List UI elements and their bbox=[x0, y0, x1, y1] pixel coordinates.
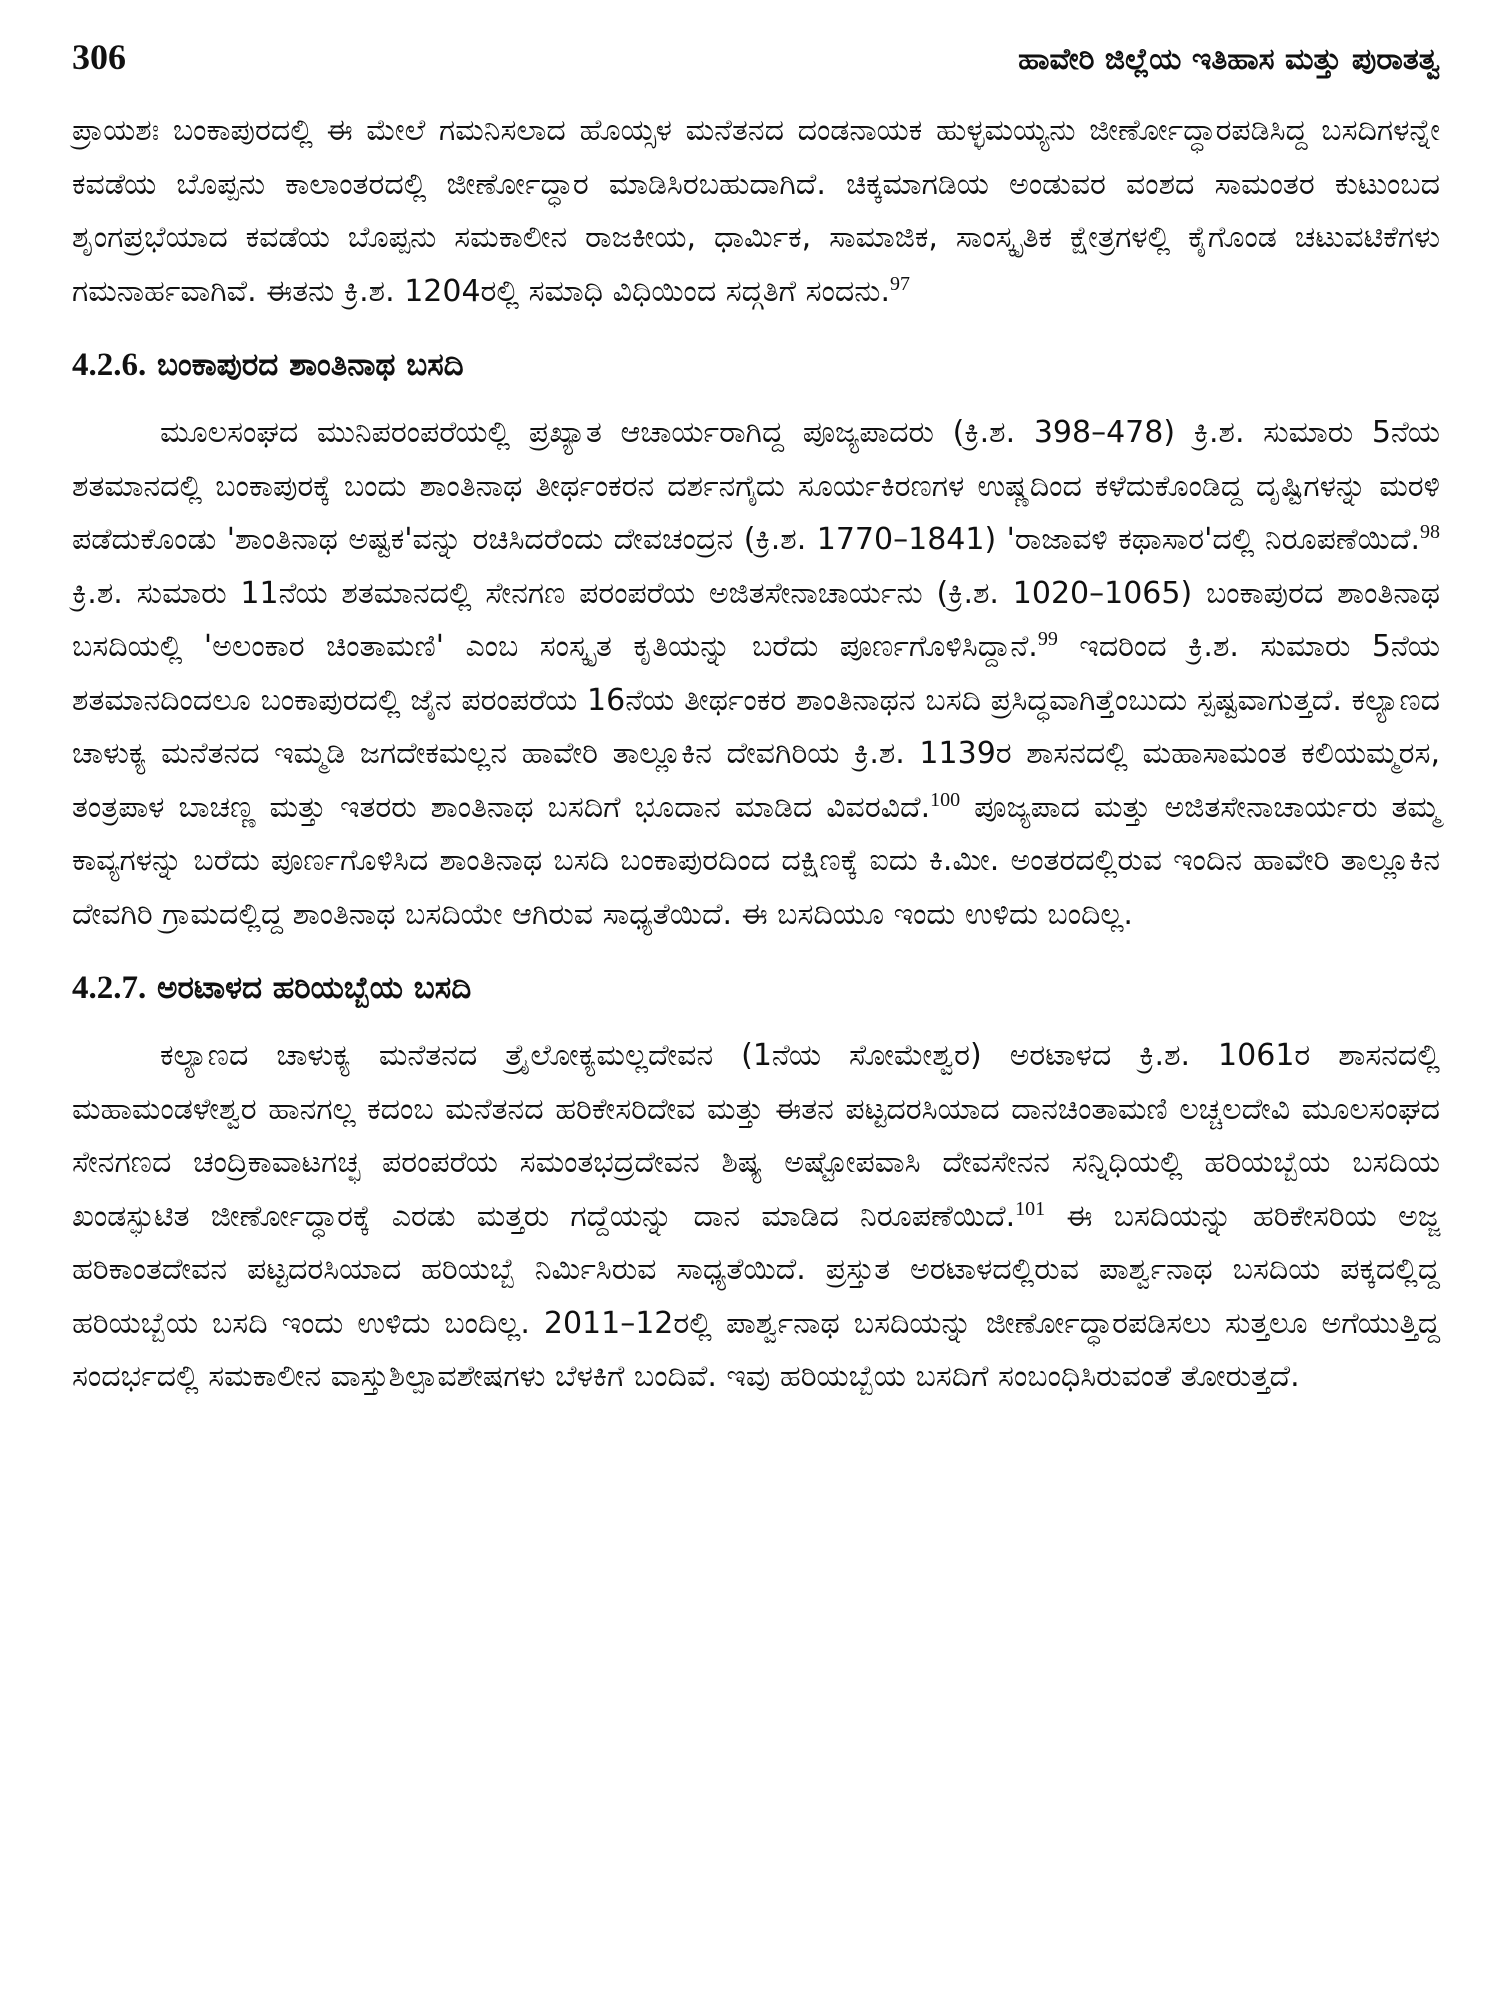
paragraph-text: ಕಲ್ಯಾಣದ ಚಾಳುಕ್ಯ ಮನೆತನದ ತ್ರೈಲೋಕ್ಯಮಲ್ಲದೇವನ (1ನೆಯ ಸೋಮೇಶ್ವರ) ಅರಟಾಳದ ಕ್ರಿ.ಶ. 1061ರ ಶಾಸನದಲ್ಲಿ ಮಹಾಮಂಡಳೇಶ್ವರ ಹಾನಗಲ್ಲ ಕದಂಬ ಮನೆತನದ ಹರಿಕೇಸರಿದೇವ ಮತ್ತು ಈತನ ಪಟ್ಟದರಸಿಯಾದ ದಾನಚಿಂತಾಮಣಿ ಲಚ್ಚಲದೇವಿ ಮೂಲಸಂಘದ ಸೇನಗಣದ ಚಂದ್ರಿಕಾವಾಟಗಚ್ಛ ಪರಂಪರೆಯ ಸಮಂತಭದ್ರದೇವನ ಶಿಷ್ಯ ಅಷ್ಟೋಪವಾಸಿ ದೇವಸೇನನ ಸನ್ನಿಧಿಯಲ್ಲಿ ಹರಿಯಬ್ಬೆಯ ಬಸದಿಯ ಖಂಡಸ್ಫುಟಿತ ಜೀರ್ಣೋದ್ಧಾರಕ್ಕೆ ಎರಡು ಮತ್ತರು ಗದ್ದೆಯನ್ನು ದಾನ ಮಾಡಿದ ನಿರೂಪಣೆಯಿದೆ. bbox=[72, 1038, 1440, 1234]
intro-text: ಪ್ರಾಯಶಃ ಬಂಕಾಪುರದಲ್ಲಿ ಈ ಮೇಲೆ ಗಮನಿಸಲಾದ ಹೊಯ್ಸಳ ಮನೆತನದ ದಂಡನಾಯಕ ಹುಳ್ಳಮಯ್ಯನು ಜೀರ್ಣೋದ್ಧಾರಪಡಿಸಿದ್ದ ಬಸದಿಗಳನ್ನೇ ಕವಡೆಯ ಬೊಪ್ಪನು ಕಾಲಾಂತರದಲ್ಲಿ ಜೀರ್ಣೋದ್ಧಾರ ಮಾಡಿಸಿರಬಹುದಾಗಿದೆ. ಚಿಕ್ಕಮಾಗಡಿಯ ಅಂಡುವರ ವಂಶದ ಸಾಮಂತರ ಕುಟುಂಬದ ಶೃಂಗಪ್ರಭೆಯಾದ ಕವಡೆಯ ಬೊಪ್ಪನು ಸಮಕಾಲೀನ ರಾಜಕೀಯ, ಧಾರ್ಮಿಕ, ಸಾಮಾಜಿಕ, ಸಾಂಸ್ಕೃತಿಕ ಕ್ಷೇತ್ರಗಳಲ್ಲಿ ಕೈಗೊಂಡ ಚಟುವಟಿಕೆಗಳು ಗಮನಾರ್ಹವಾಗಿವೆ. ಈತನು ಕ್ರಿ.ಶ. 1204ರಲ್ಲಿ ಸಮಾಧಿ ವಿಧಿಯಿಂದ ಸದ್ಗತಿಗೆ ಸಂದನು. bbox=[72, 113, 1440, 309]
page-header bbox=[72, 36, 1440, 96]
section-number: 4.2.7. bbox=[72, 970, 147, 1006]
footnote-ref-101: 101 bbox=[1015, 1197, 1046, 1220]
footnote-ref-98: 98 bbox=[1420, 521, 1440, 543]
footnote-ref-99: 99 bbox=[1037, 628, 1058, 650]
paragraph-text: ಮೂಲಸಂಘದ ಮುನಿಪರಂಪರೆಯಲ್ಲಿ ಪ್ರಖ್ಯಾತ ಆಚಾರ್ಯರಾಗಿದ್ದ ಪೂಜ್ಯಪಾದರು (ಕ್ರಿ.ಶ. 398–478) ಕ್ರಿ.ಶ. ಸುಮಾರು 5ನೆಯ ಶತಮಾನದಲ್ಲಿ ಬಂಕಾಪುರಕ್ಕೆ ಬಂದು ಶಾಂತಿನಾಥ ತೀರ್ಥಂಕರನ ದರ್ಶನಗೈದು ಸೂರ್ಯಕಿರಣಗಳ ಉಷ್ಣದಿಂದ ಕಳೆದುಕೊಂಡಿದ್ದ ದೃಷ್ಟಿಗಳನ್ನು ಮರಳಿ ಪಡೆದುಕೊಂಡು 'ಶಾಂತಿನಾಥ ಅಷ್ಟಕ'ವನ್ನು ರಚಿಸಿದರೆಂದು ದೇವಚಂದ್ರನ (ಕ್ರಿ.ಶ. 1770–1841) 'ರಾಜಾವಳಿ ಕಥಾಸಾರ'ದಲ್ಲಿ ನಿರೂಪಣೆಯಿದೆ. bbox=[72, 415, 1440, 557]
paragraph-text: ಈ ಬಸದಿಯನ್ನು ಹರಿಕೇಸರಿಯ ಅಜ್ಜ ಹರಿಕಾಂತದೇವನ ಪಟ್ಟದರಸಿಯಾದ ಹರಿಯಬ್ಬೆ ನಿರ್ಮಿಸಿರುವ ಸಾಧ್ಯತೆಯಿದೆ. ಪ್ರಸ್ತುತ ಅರಟಾಳದಲ್ಲಿರುವ ಪಾರ್ಶ್ವನಾಥ ಬಸದಿಯ ಪಕ್ಕದಲ್ಲಿದ್ದ ಹರಿಯಬ್ಬೆಯ ಬಸದಿ ಇಂದು ಉಳಿದು ಬಂದಿಲ್ಲ. 2011–12ರಲ್ಲಿ ಪಾರ್ಶ್ವನಾಥ ಬಸದಿಯನ್ನು ಜೀರ್ಣೋದ್ಧಾರಪಡಿಸಲು ಸುತ್ತಲೂ ಅಗೆಯುತ್ತಿದ್ದ ಸಂದರ್ಭದಲ್ಲಿ ಸಮಕಾಲೀನ ವಾಸ್ತುಶಿಲ್ಪಾವಶೇಷಗಳು ಬೆಳಕಿಗೆ ಬಂದಿವೆ. ಇವು ಹರಿಯಬ್ಬೆಯ ಬಸದಿಗೆ ಸಂಬಂಧಿಸಿರುವಂತೆ ತೋರುತ್ತದೆ. bbox=[72, 1198, 1440, 1394]
intro-paragraph bbox=[72, 104, 1440, 318]
section-title: ಅರಟಾಳದ ಹರಿಯಬ್ಬೆಯ ಬಸದಿ bbox=[157, 970, 472, 1006]
section-heading-4-2-6 bbox=[72, 338, 1440, 392]
running-title: ಹಾವೇರಿ ಜಿಲ್ಲೆಯ ಇತಿಹಾಸ ಮತ್ತು ಪುರಾತತ್ವ bbox=[1018, 42, 1440, 77]
page-number: 306 bbox=[72, 37, 126, 77]
paragraph-text: ಇದರಿಂದ ಕ್ರಿ.ಶ. ಸುಮಾರು 5ನೆಯ ಶತಮಾನದಿಂದಲೂ ಬಂಕಾಪುರದಲ್ಲಿ ಜೈನ ಪರಂಪರೆಯ 16ನೆಯ ತೀರ್ಥಂಕರ ಶಾಂತಿನಾಥನ ಬಸದಿ ಪ್ರಸಿದ್ಧವಾಗಿತ್ತೆಂಬುದು ಸ್ಪಷ್ಟವಾಗುತ್ತದೆ. ಕಲ್ಯಾಣದ ಚಾಳುಕ್ಯ ಮನೆತನದ ಇಮ್ಮಡಿ ಜಗದೇಕಮಲ್ಲನ ಹಾವೇರಿ ತಾಲ್ಲೂಕಿನ ದೇವಗಿರಿಯ ಕ್ರಿ.ಶ. 1139ರ ಶಾಸನದಲ್ಲಿ ಮಹಾಸಾಮಂತ ಕಲಿಯಮ್ಮರಸ, ತಂತ್ರಪಾಳ ಬಾಚಣ್ಣ ಮತ್ತು ಇತರರು ಶಾಂತಿನಾಥ ಬಸದಿಗೆ ಭೂದಾನ ಮಾಡಿದ ವಿವರವಿದೆ. bbox=[72, 629, 1440, 825]
footnote-ref-97: 97 bbox=[890, 272, 910, 295]
paragraph-text: ಕ್ರಿ.ಶ. ಸುಮಾರು 11ನೆಯ ಶತಮಾನದಲ್ಲಿ ಸೇನಗಣ ಪರಂಪರೆಯ ಅಜಿತಸೇನಾಚಾರ್ಯನು (ಕ್ರಿ.ಶ. 1020–1065) ಬಂಕಾಪುರದ ಶಾಂತಿನಾಥ ಬಸದಿಯಲ್ಲಿ 'ಅಲಂಕಾರ ಚಿಂತಾಮಣಿ' ಎಂಬ ಸಂಸ್ಕೃತ ಕೃತಿಯನ್ನು ಬರೆದು ಪೂರ್ಣಗೊಳಿಸಿದ್ದಾನೆ. bbox=[72, 575, 1440, 664]
section-4-2-6-paragraph bbox=[72, 406, 1440, 941]
section-4-2-7-paragraph bbox=[72, 1029, 1440, 1404]
footnote-ref-100: 100 bbox=[930, 788, 961, 811]
section-title: ಬಂಕಾಪುರದ ಶಾಂತಿನಾಥ ಬಸದಿ bbox=[157, 347, 464, 383]
section-heading-4-2-7 bbox=[72, 961, 1440, 1015]
paragraph-text: ಪೂಜ್ಯಪಾದ ಮತ್ತು ಅಜಿತಸೇನಾಚಾರ್ಯರು ತಮ್ಮ ಕಾವ್ಯಗಳನ್ನು ಬರೆದು ಪೂರ್ಣಗೊಳಿಸಿದ ಶಾಂತಿನಾಥ ಬಸದಿ ಬಂಕಾಪುರದಿಂದ ದಕ್ಷಿಣಕ್ಕೆ ಐದು ಕಿ.ಮೀ. ಅಂತರದಲ್ಲಿರುವ ಇಂದಿನ ಹಾವೇರಿ ತಾಲ್ಲೂಕಿನ ದೇವಗಿರಿ ಗ್ರಾಮದಲ್ಲಿದ್ದ ಶಾಂತಿನಾಥ ಬಸದಿಯೇ ಆಗಿರುವ ಸಾಧ್ಯತೆಯಿದೆ. ಈ ಬಸದಿಯೂ ಇಂದು ಉಳಿದು ಬಂದಿಲ್ಲ. bbox=[72, 789, 1440, 932]
document-page bbox=[72, 36, 1440, 1966]
section-number: 4.2.6. bbox=[72, 347, 147, 383]
